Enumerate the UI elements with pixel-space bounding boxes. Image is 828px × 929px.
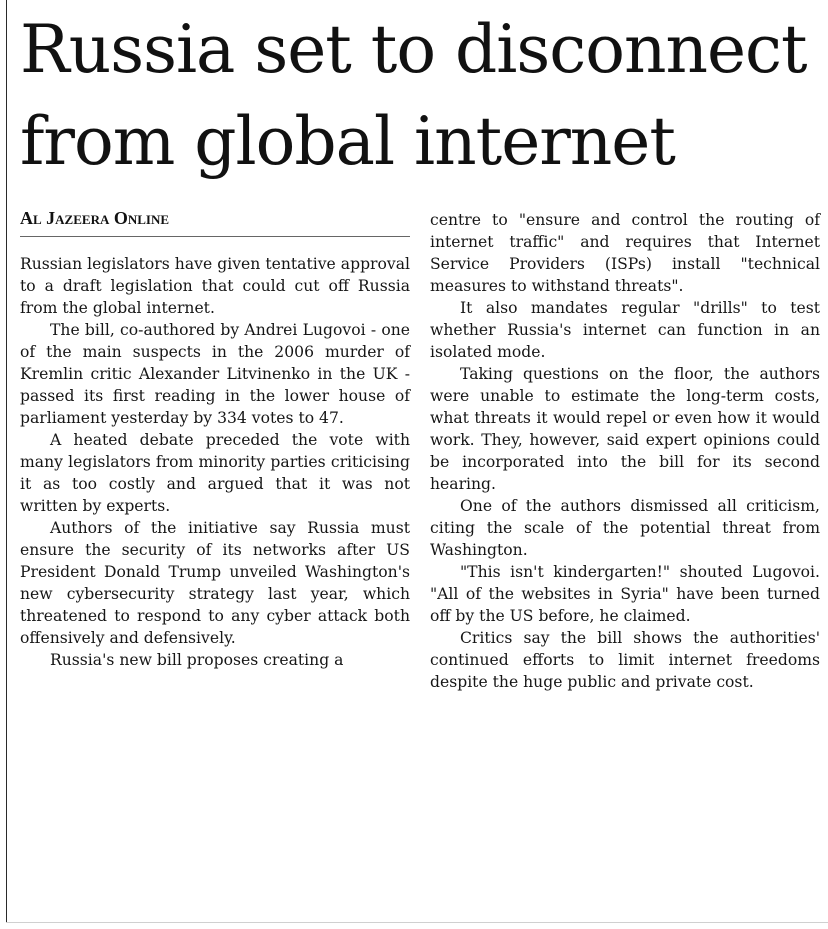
column-rule-left [6,0,7,922]
byline: Al Jazeera Online [20,208,170,228]
paragraph: Russia's new bill proposes creating a [50,651,344,669]
paragraph: The bill, co-authored by Andrei Lugovoi - one of the main suspects in the 2006 murder of Kremlin critic Alexander Litvinenko in the UK - passed its first reading in the lower house of parliament yesterday by 334 votes to 47. [20,321,410,427]
paragraph: "This isn't kindergarten!" shouted Lugovoi. "All of the websites in Syria" have been turned off by the US before, he claimed. [430,563,820,625]
paragraph: Authors of the initiative say Russia must ensure the security of its networks after US President Donald Trump unveiled Washington's new cybersecurity strategy last year, which threatened to respond to any cyber attack both offensively and defensively. [20,519,410,647]
article-column-right [430,209,820,693]
headline: Russia set to disconnect from global internet [20,11,807,180]
article-column-left [20,253,410,671]
paragraph: Critics say the bill shows the authorities' continued efforts to limit internet freedoms despite the huge public and private cost. [430,629,820,691]
page-bottom-rule [6,922,828,923]
paragraph: centre to "ensure and control the routing of internet traffic" and requires that Internet Service Providers (ISPs) install "technical measures to withstand threats". [430,211,820,295]
paragraph: One of the authors dismissed all criticism, citing the scale of the potential threat from Washington. [430,497,820,559]
byline-rule [20,236,410,237]
paragraph: Taking questions on the floor, the authors were unable to estimate the long-term costs, what threats it would repel or even how it would work. They, however, said expert opinions could be incorporated into the bill for its second hearing. [430,365,820,493]
paragraph: Russian legislators have given tentative approval to a draft legislation that could cut off Russia from the global internet. [20,255,410,317]
paragraph: A heated debate preceded the vote with many legislators from minority parties criticising it as too costly and argued that it was not written by experts. [20,431,410,515]
paragraph: It also mandates regular "drills" to test whether Russia's internet can function in an isolated mode. [430,299,820,361]
